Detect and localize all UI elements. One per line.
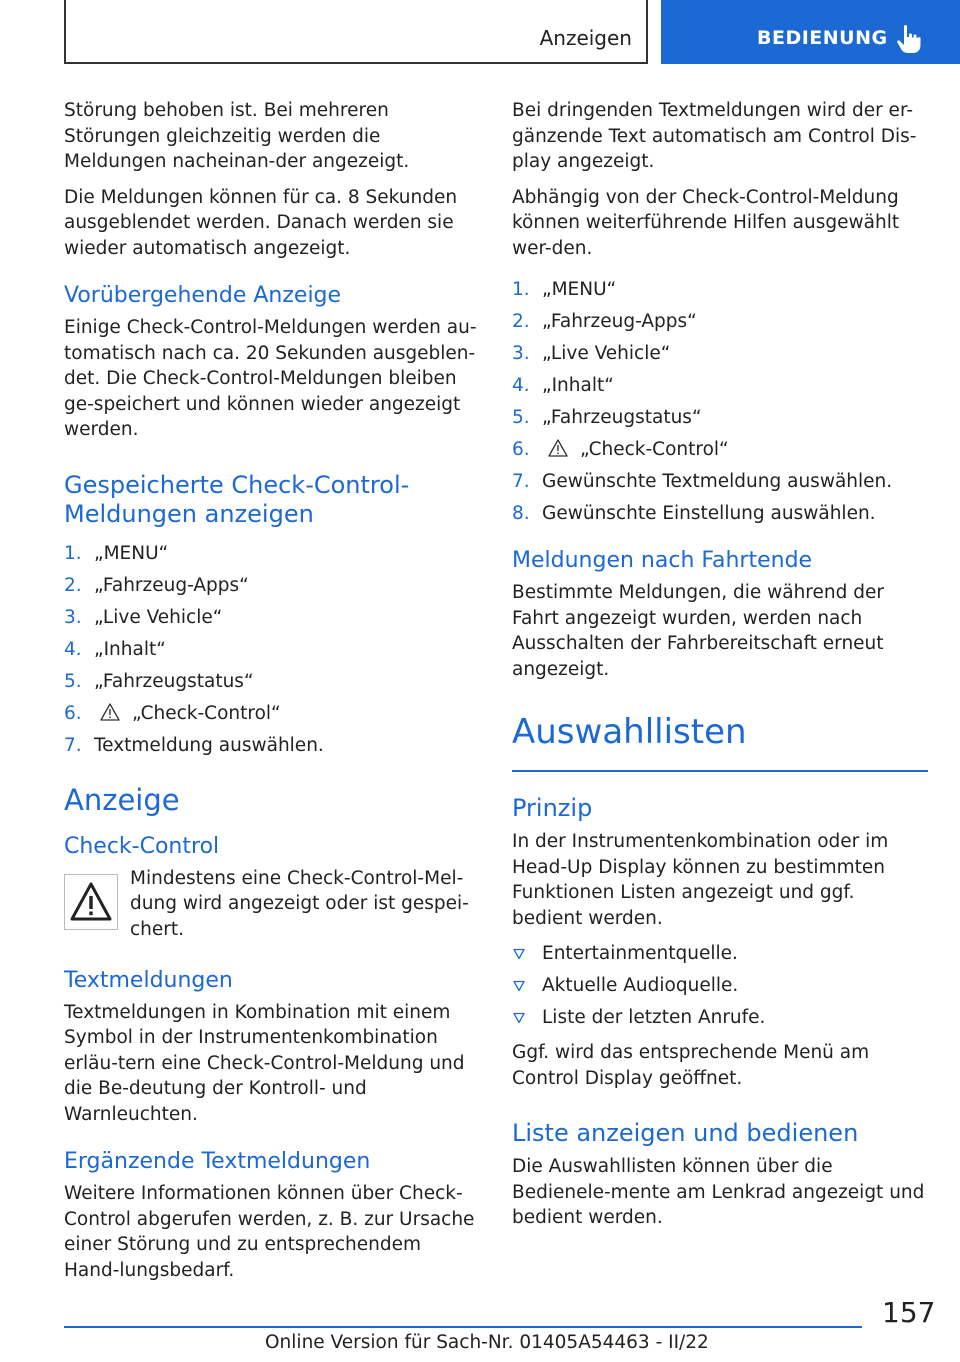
step-text: „Fahrzeug-Apps“ xyxy=(94,574,249,596)
footer-text: Online Version für Sach-Nr. 01405A54463 - II/22 xyxy=(265,1332,709,1353)
list-item xyxy=(512,405,928,430)
footer-divider xyxy=(64,1326,862,1328)
step-number: 6. xyxy=(512,439,530,460)
paragraph: Ggf. wird das entsprechende Menü am Control Display geöffnet. xyxy=(512,1042,870,1089)
step-text: „Inhalt“ xyxy=(94,638,166,660)
step-number: 6. xyxy=(64,702,82,724)
list-item xyxy=(64,541,480,566)
paragraph: Bestimmte Meldungen, die während der Fahrt angezeigt wurden, werden nach Ausschalten der Fahrbereitschaft erneut angezeigt. xyxy=(512,582,884,680)
step-number: 3. xyxy=(512,343,530,364)
list-item xyxy=(64,701,480,726)
header-section-box xyxy=(64,0,648,64)
header-section-title: Anzeigen xyxy=(539,26,632,50)
paragraph: Weitere Informationen können über Check-Control abgerufen werden, z. B. zur Ursache einer Störung und zu entsprechendem Hand-lungsbedarf. xyxy=(64,1183,475,1281)
step-number: 2. xyxy=(64,574,82,596)
paragraph: Einige Check-Control-Meldungen werden au-tomatisch nach ca. 20 Sekunden ausgeblen-det. Die Check-Control-Meldungen bleiben ge-speichert und können wieder angezeigt werden. xyxy=(64,317,477,440)
heading-divider xyxy=(512,770,928,772)
pointing-hand-icon xyxy=(895,24,923,54)
bullet-text: Aktuelle Audioquelle. xyxy=(542,975,739,996)
step-number: 8. xyxy=(512,503,530,524)
paragraph: Mindestens eine Check-Control-Mel-dung wird angezeigt oder ist gespei-chert. xyxy=(130,867,469,940)
step-text: Gewünschte Einstellung auswählen. xyxy=(542,503,876,524)
warning-triangle-icon xyxy=(100,703,120,721)
paragraph: Störung behoben ist. Bei mehreren Störungen gleichzeitig werden die Meldungen nacheinan-der angezeigt. xyxy=(64,100,410,172)
heading-after-trip: Meldungen nach Fahrtende xyxy=(512,548,813,573)
warning-symbol-box xyxy=(64,874,118,930)
paragraph: Bei dringenden Textmeldungen wird der er-gänzende Text automatisch am Control Dis-play angezeigt. xyxy=(512,100,917,172)
list-item xyxy=(512,309,928,334)
list-item xyxy=(512,373,928,398)
step-text: „Fahrzeugstatus“ xyxy=(542,407,702,428)
triangle-bullet-icon xyxy=(513,980,525,992)
list-item xyxy=(64,733,480,758)
check-control-block xyxy=(64,866,480,946)
step-text: „Inhalt“ xyxy=(542,375,614,396)
list-item xyxy=(512,973,928,998)
step-list xyxy=(512,277,928,526)
heading-saved-messages: Gespeicherte Check-Control-Meldungen anzeigen xyxy=(64,470,410,528)
list-item xyxy=(64,605,480,630)
paragraph: Die Auswahllisten können über die Bedienele-mente am Lenkrad angezeigt und bedient werden. xyxy=(512,1156,925,1228)
step-text: Textmeldung auswählen. xyxy=(94,734,324,756)
page-number: 157 xyxy=(882,1296,936,1329)
header-chapter-box xyxy=(661,0,960,64)
step-text: „Live Vehicle“ xyxy=(94,606,223,628)
heading-selection-lists: Auswahllisten xyxy=(512,712,747,752)
step-list xyxy=(64,541,480,758)
list-item xyxy=(64,573,480,598)
list-item xyxy=(64,637,480,662)
heading-extra-messages: Ergänzende Textmeldungen xyxy=(64,1149,371,1174)
step-number: 4. xyxy=(64,638,82,660)
warning-triangle-icon xyxy=(548,439,568,457)
list-item xyxy=(512,277,928,302)
paragraph: Die Meldungen können für ca. 8 Sekunden ausgeblendet werden. Danach werden sie wieder automatisch angezeigt. xyxy=(64,186,458,259)
list-item xyxy=(512,941,928,966)
list-item xyxy=(64,669,480,694)
bullet-text: Liste der letzten Anrufe. xyxy=(542,1007,766,1028)
list-item xyxy=(512,469,928,494)
step-text: „MENU“ xyxy=(542,279,617,300)
list-item xyxy=(512,1005,928,1030)
heading-temporary-display: Vorübergehende Anzeige xyxy=(64,283,342,308)
heading-show-list: Liste anzeigen und bedienen xyxy=(512,1119,859,1147)
step-number: 2. xyxy=(512,311,530,332)
triangle-bullet-icon xyxy=(513,1012,525,1024)
heading-principle: Prinzip xyxy=(512,794,593,822)
bullet-text: Entertainmentquelle. xyxy=(542,943,738,964)
heading-display: Anzeige xyxy=(64,782,180,817)
step-number: 7. xyxy=(512,471,530,492)
warning-triangle-icon xyxy=(65,875,117,929)
step-text: „Check-Control“ xyxy=(580,439,729,460)
step-text: „MENU“ xyxy=(94,542,169,564)
step-text: Gewünschte Textmeldung auswählen. xyxy=(542,471,893,492)
list-item xyxy=(512,341,928,366)
header-chapter-title: BEDIENUNG xyxy=(757,27,888,49)
paragraph: In der Instrumentenkombination oder im Head-Up Display können zu bestimmten Funktionen Listen angezeigt und ggf. bedient werden. xyxy=(512,831,889,929)
paragraph: Abhängig von der Check-Control-Meldung können weiterführende Hilfen ausgewählt wer-den. xyxy=(512,186,900,259)
left-column xyxy=(64,98,480,1293)
triangle-bullet-icon xyxy=(513,948,525,960)
paragraph: Textmeldungen in Kombination mit einem Symbol in der Instrumentenkombination erläu-tern eine Check-Control-Meldung und die Be-deutung der Kontroll- und Warnleuchten. xyxy=(64,1001,465,1125)
heading-text-messages: Textmeldungen xyxy=(64,967,233,993)
bullet-list xyxy=(512,941,928,1030)
list-item xyxy=(512,501,928,526)
heading-check-control: Check-Control xyxy=(64,833,220,859)
step-number: 5. xyxy=(64,670,82,692)
step-number: 1. xyxy=(512,279,530,300)
step-number: 5. xyxy=(512,407,530,428)
step-text: „Fahrzeug-Apps“ xyxy=(542,311,697,332)
step-number: 4. xyxy=(512,375,530,396)
step-number: 7. xyxy=(64,734,82,756)
step-text: „Live Vehicle“ xyxy=(542,343,671,364)
step-number: 3. xyxy=(64,606,82,628)
list-item xyxy=(512,437,928,462)
step-number: 1. xyxy=(64,542,82,564)
step-text: „Check-Control“ xyxy=(132,702,281,724)
step-text: „Fahrzeugstatus“ xyxy=(94,670,254,692)
right-column xyxy=(512,98,928,1241)
